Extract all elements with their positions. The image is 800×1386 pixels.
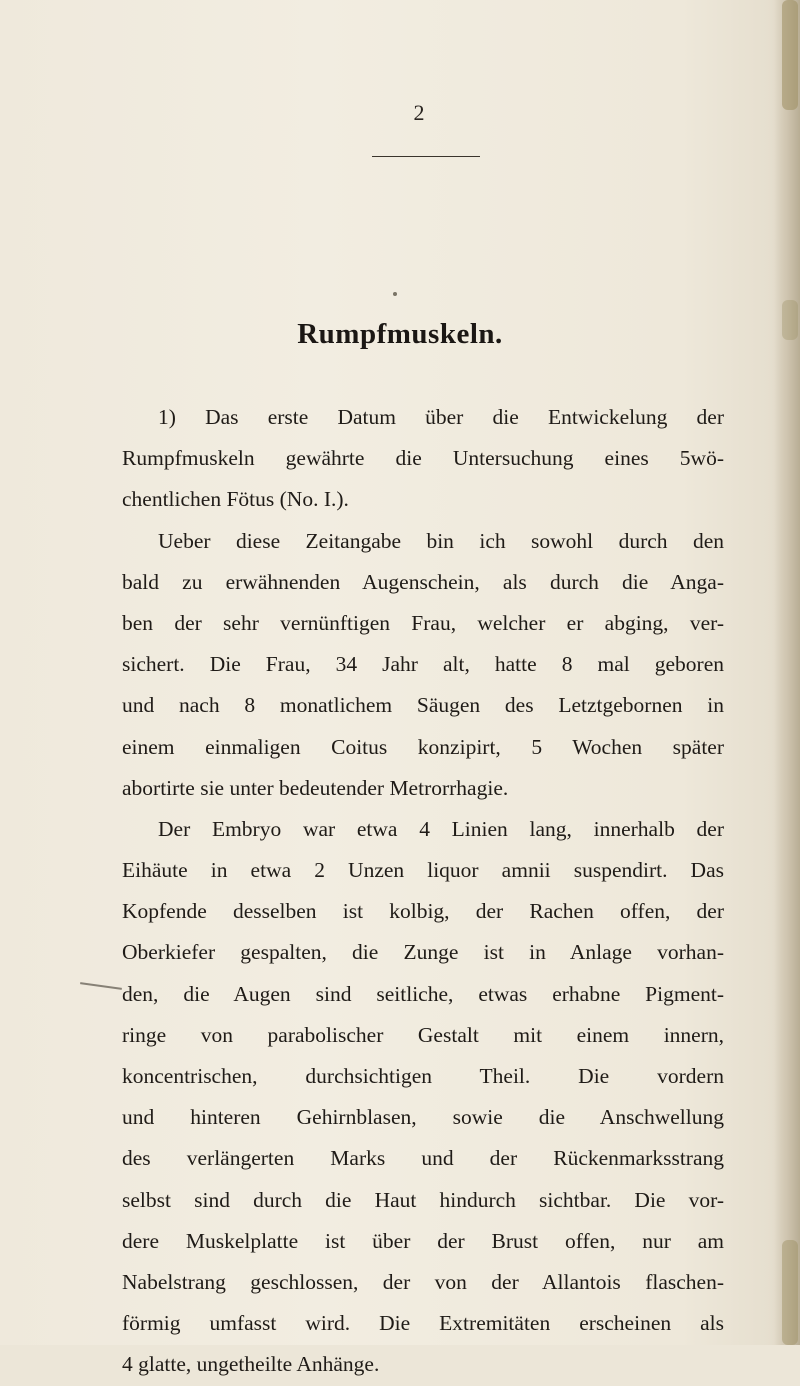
page-number: 2 xyxy=(413,100,425,125)
text-line: 4 glatte, ungetheilte Anhänge. xyxy=(122,1352,380,1377)
text-line: Eihäute in etwa 2 Unzen liquor amnii suspendirt. Das xyxy=(122,858,724,883)
text-line: abortirte sie unter bedeutender Metrorrhagie. xyxy=(122,775,509,800)
text-line: 1) Das erste Datum über die Entwickelung der xyxy=(158,405,724,429)
text-line: koncentrischen, durchsichtigen Theil. Die vordern xyxy=(122,1064,724,1088)
text-line: förmig umfasst wird. Die Extremitäten erscheinen als xyxy=(122,1311,724,1336)
text-line: ringe von parabolischer Gestalt mit einem innern, xyxy=(122,1022,724,1047)
text-line: einem einmaligen Coitus konzipirt, 5 Wochen später xyxy=(122,734,724,759)
text-line: Oberkiefer gespalten, die Zunge ist in Anlage vorhan- xyxy=(122,940,724,965)
edge-stain xyxy=(782,0,798,110)
text-line: den, die Augen sind seitliche, etwas erhabne Pigment- xyxy=(122,981,724,1006)
text-line: und nach 8 monatlichem Säugen des Letztgebornen in xyxy=(122,693,724,718)
page-number-rule xyxy=(372,156,480,157)
text-line: des verlängerten Marks und der Rückenmarksstrang xyxy=(122,1146,724,1171)
page-edge xyxy=(774,0,800,1345)
text-line: Rumpfmuskeln gewährte die Untersuchung eines 5wö- xyxy=(122,446,724,471)
margin-pencil-mark xyxy=(80,982,122,990)
text-line: Ueber diese Zeitangabe bin ich sowohl durch den xyxy=(158,528,724,553)
text-line: dere Muskelplatte ist über der Brust offen, nur am xyxy=(122,1228,724,1253)
text-line: Der Embryo war etwa 4 Linien lang, innerhalb der xyxy=(158,816,724,841)
text-line: und hinteren Gehirnblasen, sowie die Anschwellung xyxy=(122,1105,724,1130)
text-line: bald zu erwähnenden Augenschein, als durch die Anga- xyxy=(122,569,724,594)
text-line: sichert. Die Frau, 34 Jahr alt, hatte 8 mal geboren xyxy=(122,652,724,677)
text-line: Kopfende desselben ist kolbig, der Rachen offen, der xyxy=(122,899,724,924)
section-heading: Rumpfmuskeln. xyxy=(297,318,503,350)
ink-speck xyxy=(393,292,397,296)
text-line: selbst sind durch die Haut hindurch sichtbar. Die vor- xyxy=(122,1187,724,1212)
body-text xyxy=(122,397,724,1386)
text-line: chentlichen Fötus (No. I.). xyxy=(122,487,349,512)
text-line: Nabelstrang geschlossen, der von der Allantois flaschen- xyxy=(122,1269,724,1294)
text-line: ben der sehr vernünftigen Frau, welcher er abging, ver- xyxy=(122,610,724,635)
edge-stain xyxy=(782,1240,798,1345)
